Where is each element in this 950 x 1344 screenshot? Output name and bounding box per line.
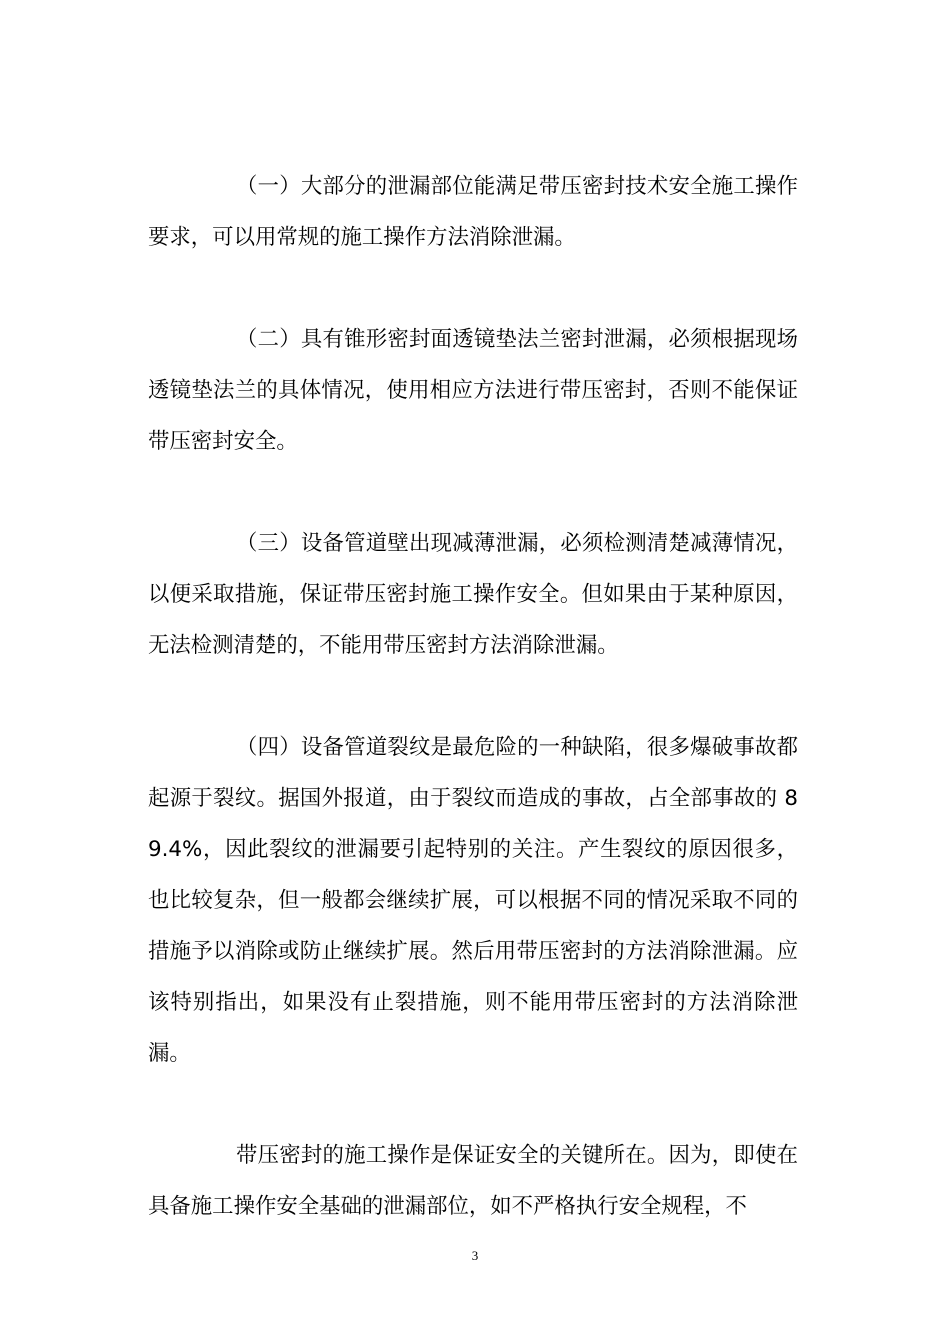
paragraph-4: （四）设备管道裂纹是最危险的一种缺陷，很多爆破事故都起源于裂纹。据国外报道，由于裂纹而造成的事故，占全部事故的 89.4%，因此裂纹的泄漏要引起特别的关注。产生裂纹的原因很多，也比较复杂，但一般都会继续扩展，可以根据不同的情况采取不同的措施予以消除或防止继续扩展。然后用带压密封的方法消除泄漏。应该特别指出，如果没有止裂措施，则不能用带压密封的方法消除泄漏。 — [148, 735, 798, 1066]
paragraph-3: （三）设备管道壁出现减薄泄漏，必须检测清楚减薄情况，以便采取措施，保证带压密封施工操作安全。但如果由于某种原因，无法检测清楚的，不能用带压密封方法消除泄漏。 — [148, 531, 798, 658]
page-number: 3 — [471, 1248, 479, 1263]
paragraph-5: 带压密封的施工操作是保证安全的关键所在。因为，即使在具备施工操作安全基础的泄漏部位，如不严格执行安全规程，不 — [148, 1143, 798, 1219]
paragraph-2: （二）具有锥形密封面透镜垫法兰密封泄漏，必须根据现场透镜垫法兰的具体情况，使用相应方法进行带压密封，否则不能保证带压密封安全。 — [148, 327, 798, 454]
body-text — [148, 161, 798, 1232]
paragraph-1: （一）大部分的泄漏部位能满足带压密封技术安全施工操作要求，可以用常规的施工操作方法消除泄漏。 — [148, 174, 798, 250]
